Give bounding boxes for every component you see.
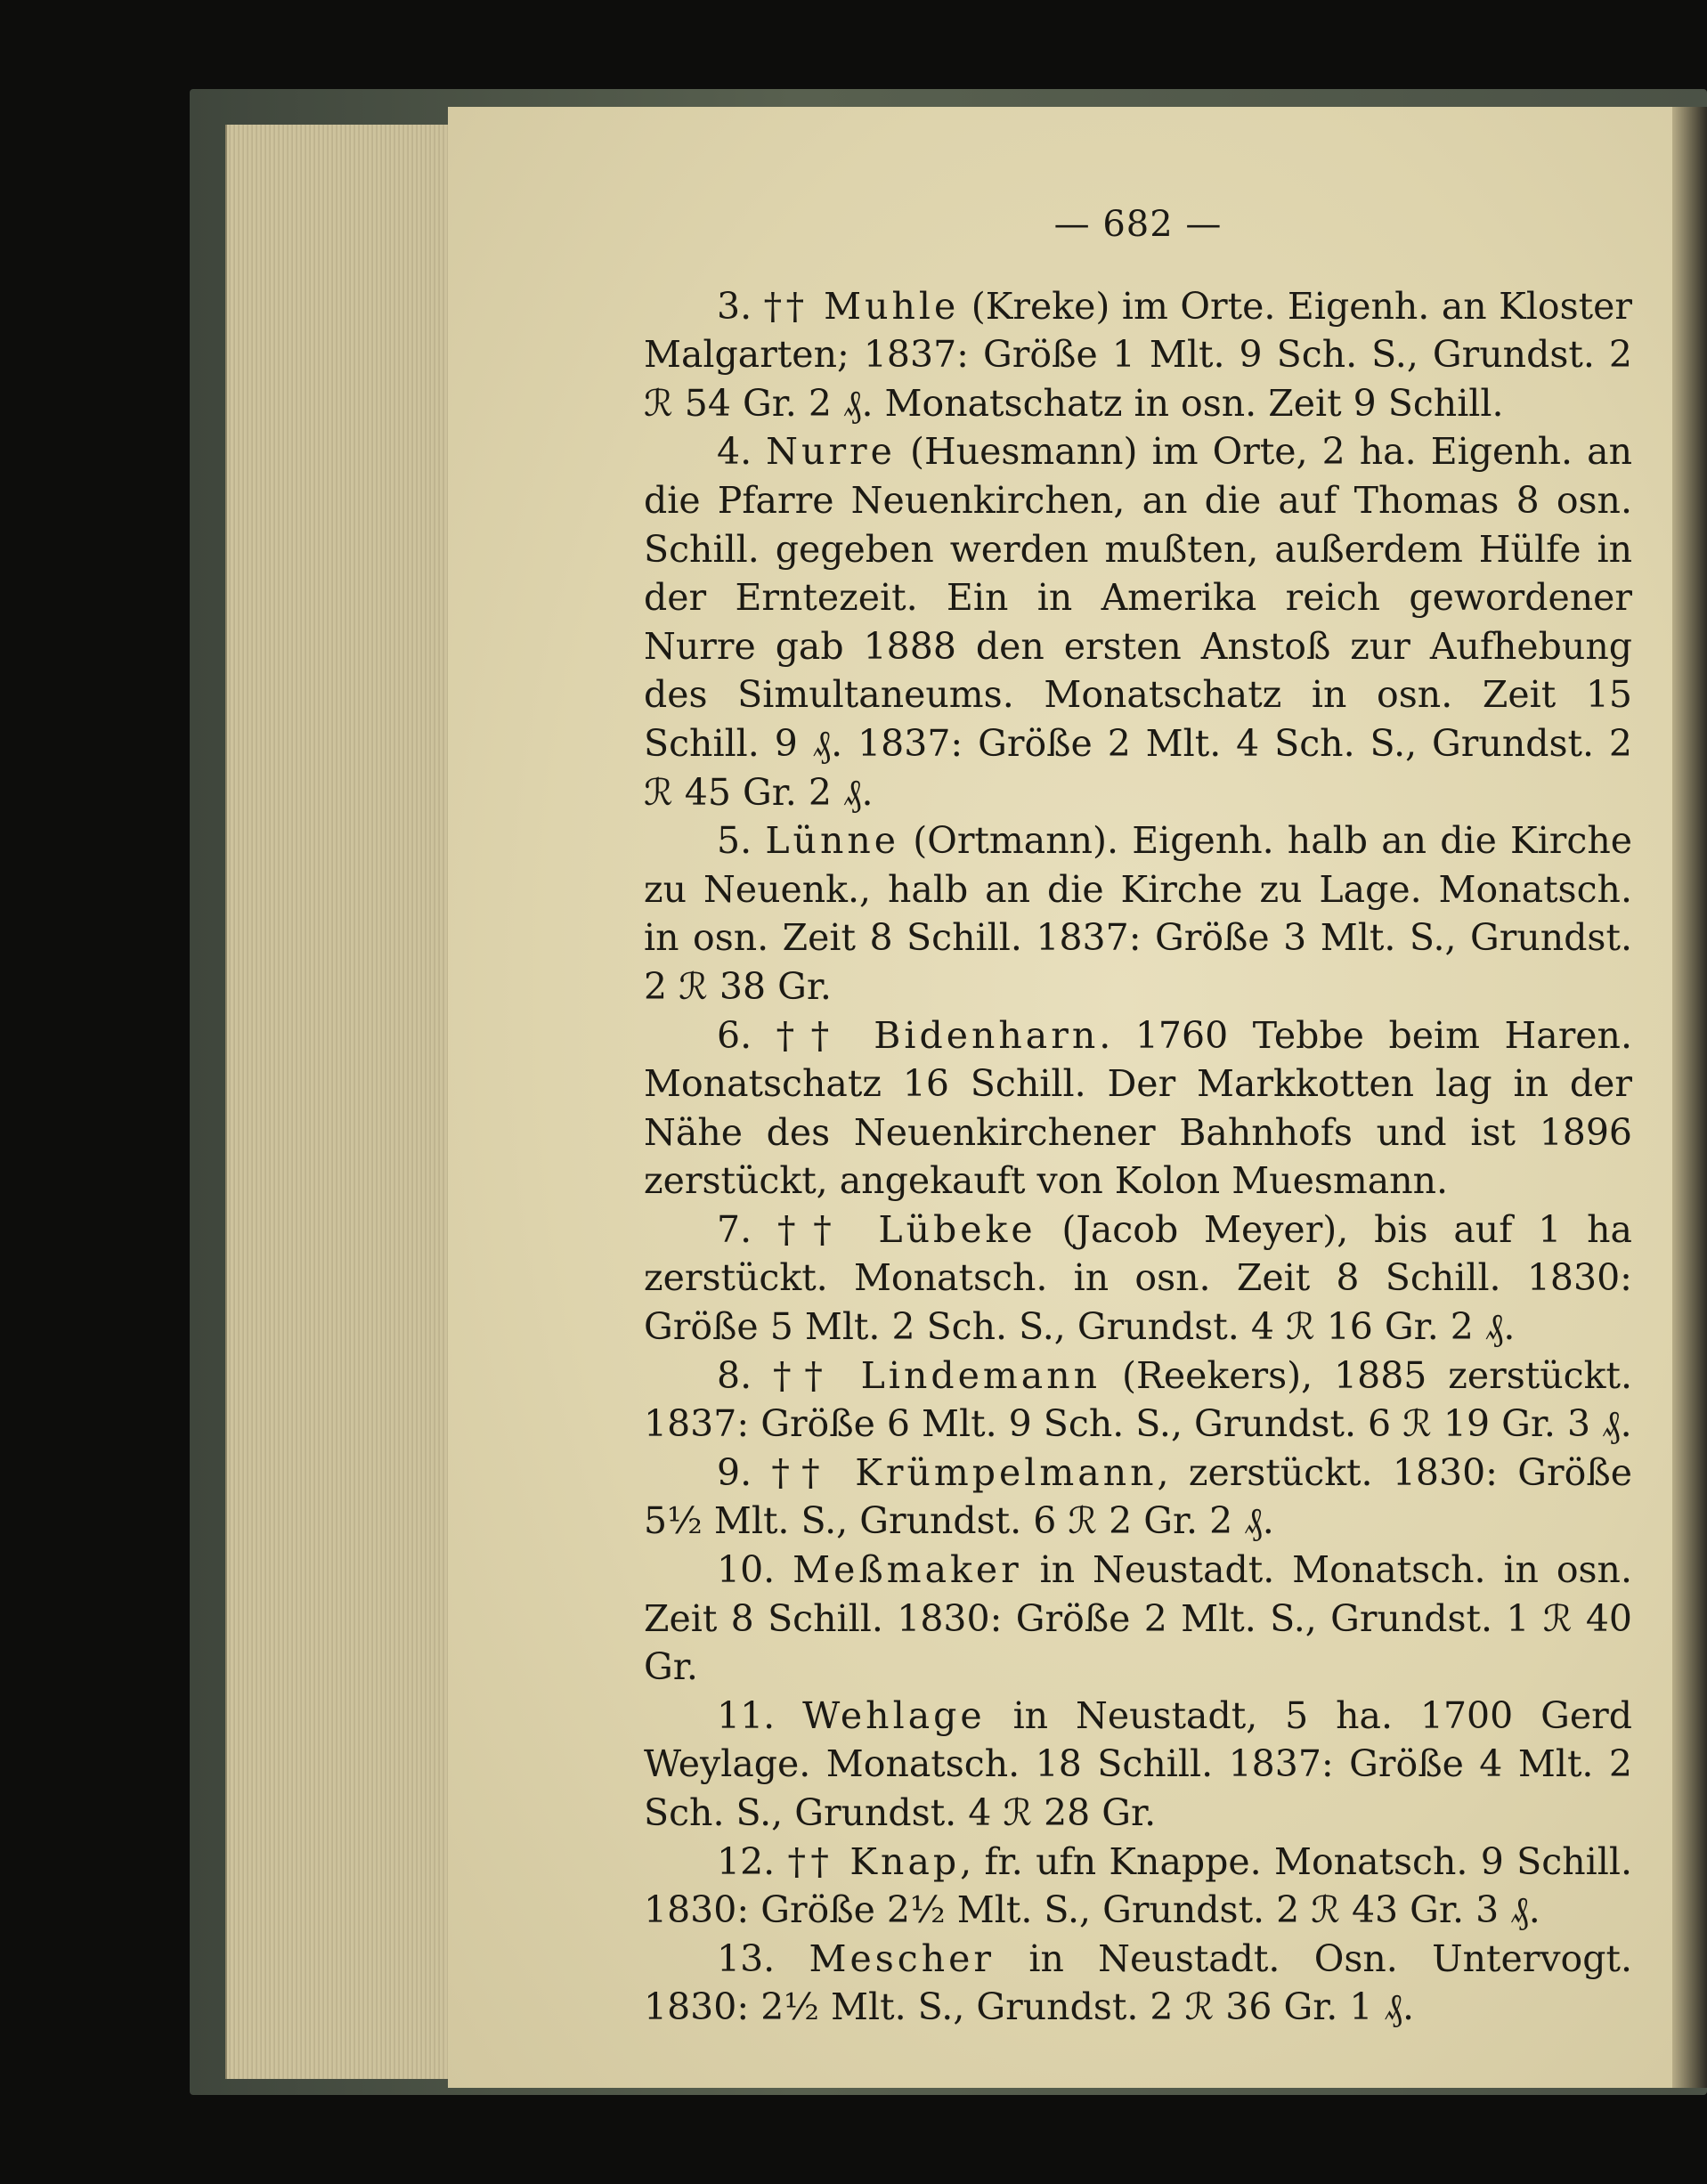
entry-7 (644, 1206, 1632, 1352)
entry-heading: †† Lübeke (776, 1207, 1036, 1251)
entry-text: in Neustadt. Osn. Untervogt. 1830: 2½ Mlt. S., Grundst. 2 ℛ 36 Gr. 1 ₰. (644, 1936, 1632, 2029)
entry-3 (644, 282, 1632, 428)
entry-13 (644, 1935, 1632, 2032)
entry-number: 10. (717, 1548, 776, 1592)
book-page (448, 107, 1672, 2088)
entry-number: 6. (717, 1013, 752, 1057)
entry-heading: †† Krümpelmann (771, 1450, 1158, 1494)
entry-heading: Meßmaker (793, 1548, 1022, 1592)
entry-number: 13. (717, 1936, 776, 1980)
entry-text: in Neustadt, 5 ha. 1700 Gerd Weylage. Monatsch. 18 Schill. 1837: Größe 4 Mlt. 2 Sch. S., Grundst. 4 ℛ 28 Gr. (644, 1693, 1632, 1834)
entry-9 (644, 1449, 1632, 1546)
page-content (644, 200, 1632, 2032)
entry-text: (Kreke) im Orte. Eigenh. an Kloster Malgarten; 1837: Größe 1 Mlt. 9 Sch. S., Grundst. 2 ℛ 54 Gr. 2 ₰. Monatschatz in osn. Zeit 9 Schill. (644, 284, 1632, 425)
entry-text: (Huesmann) im Orte, 2 ha. Eigenh. an die Pfarre Neuenkirchen, an die auf Thomas 8 osn. Schill. gegeben werden mußten, außerdem Hülfe in der Erntezeit. Ein in Amerika reich gewordener Nurre gab 1888 den ersten Anstoß zur Aufhebung des Simultaneums. Monatschatz in osn. Zeit 15 Schill. 9 ₰. 1837: Größe 2 Mlt. 4 Sch. S., Grundst. 2 ℛ 45 Gr. 2 ₰. (644, 430, 1632, 814)
entry-text: (Jacob Meyer), bis auf 1 ha zerstückt. Monatsch. in osn. Zeit 8 Schill. 1830: Größe 5 Mlt. 2 Sch. S., Grundst. 4 ℛ 16 Gr. 2 ₰. (644, 1207, 1632, 1349)
page-number: — 682 — (1053, 204, 1223, 245)
entry-heading: †† Lindemann (773, 1353, 1101, 1397)
entry-4 (644, 427, 1632, 816)
entry-heading: Lünne (765, 819, 900, 863)
entry-number: 4. (717, 430, 752, 474)
entry-number: 9. (717, 1450, 752, 1494)
entry-text: , zerstückt. 1830: Größe 5½ Mlt. S., Grundst. 6 ℛ 2 Gr. 2 ₰. (644, 1450, 1632, 1543)
entry-heading: †† Knap (787, 1839, 961, 1883)
entry-heading: Mescher (809, 1936, 996, 1980)
entry-6 (644, 1011, 1632, 1206)
entry-heading: †† Bidenharn (776, 1013, 1100, 1057)
entry-number: 3. (717, 284, 752, 328)
entry-number: 11. (717, 1693, 776, 1737)
entry-text: , fr. ufn Knappe. Monatsch. 9 Schill. 1830: Größe 2½ Mlt. S., Grundst. 2 ℛ 43 Gr. 3 ₰. (644, 1839, 1632, 1932)
entry-number: 8. (717, 1353, 752, 1397)
entry-5 (644, 816, 1632, 1011)
entry-8 (644, 1352, 1632, 1449)
entry-heading: Wehlage (802, 1693, 986, 1737)
entry-text: in Neustadt. Monatsch. in osn. Zeit 8 Schill. 1830: Größe 2 Mlt. S., Grundst. 1 ℛ 40 Gr. (644, 1548, 1632, 1689)
entry-text: . 1760 Tebbe beim Haren. Monatschatz 16 Schill. Der Markkotten lag in der Nähe des Neuenkirchener Bahnhofs und ist 1896 zerstückt, angekauft von Kolon Muesmann. (644, 1013, 1632, 1203)
entry-number: 12. (717, 1839, 776, 1883)
entry-number: 7. (717, 1207, 752, 1251)
entry-10 (644, 1546, 1632, 1692)
entry-text: (Ortmann). Eigenh. halb an die Kirche zu Neuenk., halb an die Kirche zu Lage. Monatsch. in osn. Zeit 8 Schill. 1837: Größe 3 Mlt. S., Grundst. 2 ℛ 38 Gr. (644, 819, 1632, 1008)
entry-number: 5. (717, 819, 752, 863)
entry-12 (644, 1838, 1632, 1935)
entry-heading: Nurre (766, 430, 896, 474)
entry-text: (Reekers), 1885 zerstückt. 1837: Größe 6 Mlt. 9 Sch. S., Grundst. 6 ℛ 19 Gr. 3 ₰. (644, 1353, 1633, 1446)
page-gutter (1672, 107, 1707, 2088)
entry-heading: †† Muhle (763, 284, 960, 328)
entry-11 (644, 1692, 1632, 1838)
page-edges (225, 125, 450, 2079)
